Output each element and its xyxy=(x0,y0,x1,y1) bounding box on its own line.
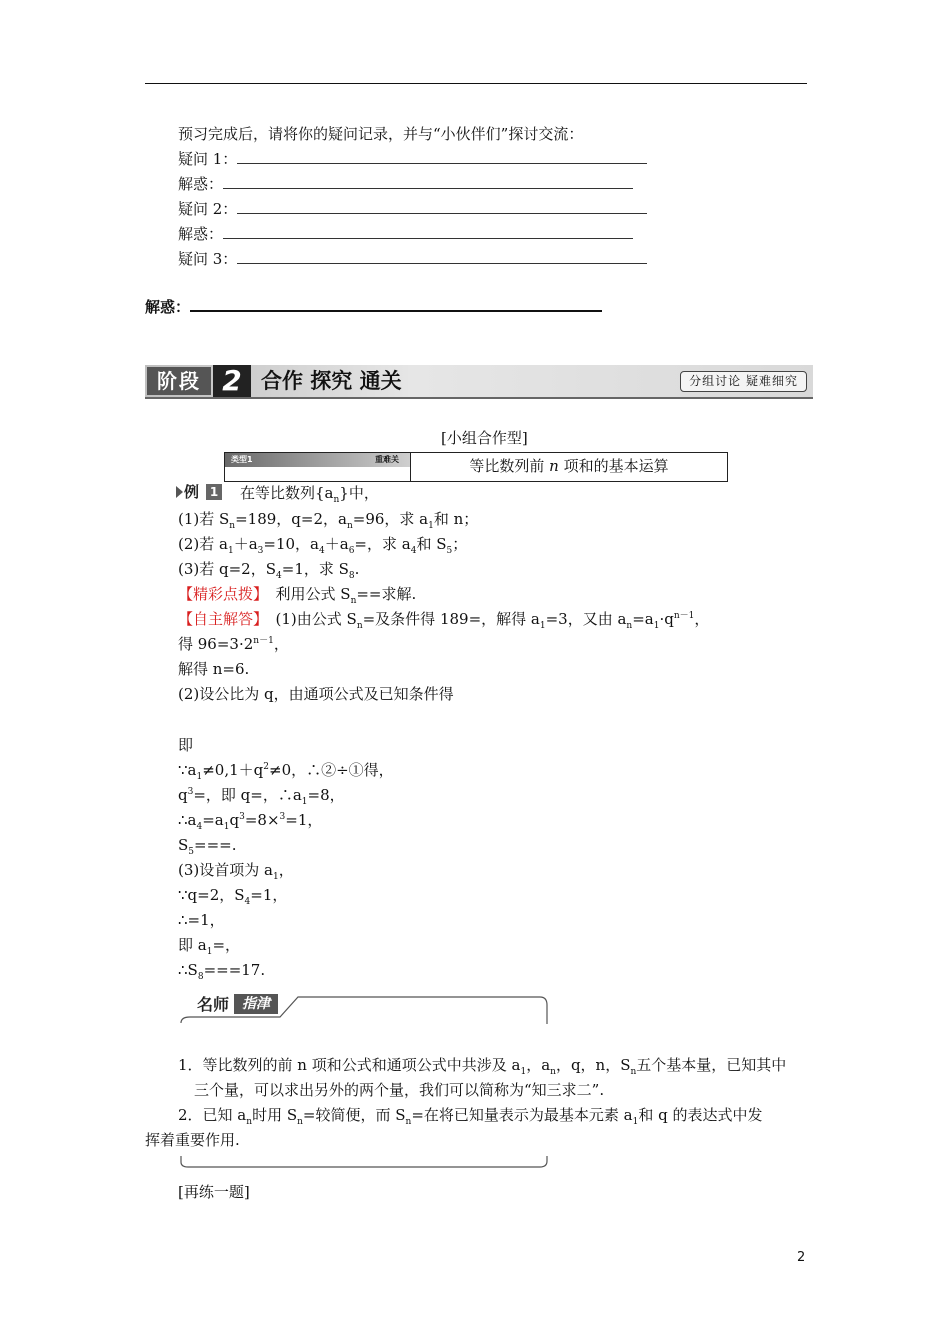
solution-line-14 xyxy=(178,960,265,980)
s11b: =1， xyxy=(250,886,288,904)
practice-heading: [再练一题] xyxy=(178,1183,250,1201)
s8d: =8× xyxy=(244,811,280,829)
s6a: ∵a xyxy=(178,761,197,779)
answer-bold-label: 解惑： xyxy=(145,298,191,316)
example-arrow-icon xyxy=(176,486,183,498)
t2-sub-n3: n xyxy=(405,1117,412,1127)
s1-sub-n2: n xyxy=(626,621,633,631)
question-2 xyxy=(178,199,647,219)
p1d: 和 n； xyxy=(433,510,479,528)
s14b: ===17. xyxy=(203,961,266,979)
s9a: S xyxy=(178,836,189,854)
p2-sub-5: 5 xyxy=(446,546,453,556)
s8c: q xyxy=(229,811,240,829)
s8-sup-3b: 3 xyxy=(279,812,286,822)
answer-2-label: 解惑： xyxy=(178,225,224,243)
problem-part-2 xyxy=(178,534,467,554)
s6-sup-2: 2 xyxy=(263,762,269,772)
t1b: ，a xyxy=(526,1056,551,1074)
t2-sub-n: n xyxy=(246,1117,253,1127)
t2c: =较简便，而 S xyxy=(302,1106,406,1124)
p1-sub-n2: n xyxy=(346,521,353,531)
question-3-blank[interactable] xyxy=(237,249,647,264)
p2b: ＋a xyxy=(233,535,258,553)
page-number: 2 xyxy=(797,1250,806,1265)
type-title-n: n xyxy=(549,457,559,475)
p2f: 和 S xyxy=(416,535,447,553)
solution-line-8 xyxy=(178,810,322,830)
t2-sub-n2: n xyxy=(297,1117,303,1127)
s9-sub-5: 5 xyxy=(188,847,195,857)
example-number: 1 xyxy=(206,484,222,500)
type-box xyxy=(224,452,728,482)
s11a: ∵q=2，S xyxy=(178,886,245,904)
hint-label: 【精彩点拨】 xyxy=(178,585,261,603)
p1b: =189，q=2，a xyxy=(235,510,347,528)
p2-sub-4: 4 xyxy=(319,546,325,556)
p2-sub-1: 1 xyxy=(227,546,234,556)
teacher-tips-bottom-frame xyxy=(180,1155,548,1169)
problem-part-1 xyxy=(178,509,478,529)
s11-sub-4: 4 xyxy=(244,897,251,907)
hint-b: ==求解. xyxy=(356,585,417,603)
group-type-heading: [小组合作型] xyxy=(441,429,528,447)
s8-sup-3: 3 xyxy=(239,812,245,822)
s13a: 即 a xyxy=(178,936,207,954)
stage-label: 阶段 xyxy=(147,367,211,395)
s7-sup-3: 3 xyxy=(187,787,194,797)
teacher-tips-tag: 指津 xyxy=(234,994,278,1014)
answer-1 xyxy=(178,174,633,194)
question-1-blank[interactable] xyxy=(237,149,647,164)
s1a: (1)由公式 S xyxy=(260,610,357,628)
hint-line xyxy=(178,584,416,604)
p3b: =1，求 S xyxy=(281,560,349,578)
p2-sub-6: 6 xyxy=(348,546,355,556)
stage-number: 2 xyxy=(213,365,251,397)
s13-sub-1: 1 xyxy=(206,947,213,957)
t1-sub-n: n xyxy=(550,1067,556,1077)
question-2-blank[interactable] xyxy=(237,199,647,214)
solution-line-1: 【自主解答】 (1)由公式 $S_n=$及条件得 189=，解得 $a_1=3$，又由 $a_n=a_1\cdot q^{n-1}$， xyxy=(178,610,710,631)
answer-2 xyxy=(178,224,633,244)
type-title-a: 等比数列前 xyxy=(469,457,550,475)
preview-intro: 预习完成后，请将你的疑问记录，并与“小伙伴们”探讨交流： xyxy=(178,125,584,143)
type-left-tag: 重难关 xyxy=(375,455,399,464)
s1-sup: n－1 xyxy=(673,611,695,621)
problem-part-3 xyxy=(178,559,359,579)
tip-2-line-2: 挥着重要作用. xyxy=(145,1131,240,1149)
stage-tag: 分组讨论 疑难细究 xyxy=(680,371,807,392)
p2d: ＋a xyxy=(324,535,349,553)
s6-sub-1: 1 xyxy=(196,772,203,782)
p1-sub-1: 1 xyxy=(428,521,434,531)
p2a: (2)若 a xyxy=(178,535,228,553)
s13b: =， xyxy=(212,936,241,954)
t1a: 1．等比数列的前 n 项和公式和通项公式中共涉及 a xyxy=(178,1056,521,1074)
example-intro xyxy=(240,483,379,503)
type-left-label: 类型1 xyxy=(231,455,253,464)
t2-sub-1: 1 xyxy=(632,1117,639,1127)
question-3 xyxy=(178,249,647,269)
example-intro-end: }中， xyxy=(339,484,379,502)
s10a: (3)设首项为 a xyxy=(178,861,273,879)
s1-sub-1: 1 xyxy=(539,621,546,631)
s1-sub-1b: 1 xyxy=(653,621,660,631)
s6c: ≠0，∴②÷①得， xyxy=(269,761,394,779)
stage-banner xyxy=(145,365,813,397)
solution-line-3: 解得 n=6. xyxy=(178,660,250,678)
s7-sub-1: 1 xyxy=(301,797,308,807)
s14-sub-8: 8 xyxy=(197,972,204,982)
p2e: =，求 a xyxy=(354,535,411,553)
teacher-tips-label: 名师 xyxy=(197,995,230,1014)
s8-sub-4: 4 xyxy=(196,822,203,832)
p3c: . xyxy=(354,560,360,578)
hint-sub-n: n xyxy=(350,596,357,606)
answer-2-blank[interactable] xyxy=(223,224,633,239)
s8b: =a xyxy=(202,811,224,829)
example-intro-a: 在等比数列{a xyxy=(240,484,334,502)
s6b: ≠0,1＋q xyxy=(202,761,264,779)
solution-line-11 xyxy=(178,885,287,905)
t1c: ，q，n，S xyxy=(555,1056,631,1074)
s1c: =3，又由 a xyxy=(545,610,627,628)
p3-sub-8: 8 xyxy=(348,571,355,581)
type-left-bar xyxy=(225,453,410,467)
tip-1-line-2: 三个量，可以求出另外的两个量，我们可以简称为“知三求二”. xyxy=(194,1081,605,1099)
t2a: 2．已知 a xyxy=(178,1106,247,1124)
p2g: ； xyxy=(452,535,468,553)
solve-label: 【自主解答】 xyxy=(178,610,261,628)
t1d: 五个基本量，已知其中 xyxy=(636,1056,787,1074)
solution-line-7 xyxy=(178,785,345,805)
solution-line-13 xyxy=(178,935,240,955)
p2-sub-3: 3 xyxy=(257,546,264,556)
s9b: ===. xyxy=(194,836,237,854)
example-word: 例 xyxy=(184,483,200,501)
answer-bold-blank[interactable] xyxy=(190,296,602,312)
s2-sup: n－1 xyxy=(253,636,274,646)
solution-line-4: (2)设公比为 q，由通项公式及已知条件得 xyxy=(178,685,454,703)
tip-1-line-1 xyxy=(178,1055,786,1075)
t1-sub-1: 1 xyxy=(520,1067,527,1077)
question-1-label: 疑问 1： xyxy=(178,150,238,168)
s10b: ， xyxy=(278,861,294,879)
s10-sub-1: 1 xyxy=(272,872,279,882)
stage-title: 合作 探究 通关 xyxy=(261,369,402,393)
question-1 xyxy=(178,149,647,169)
s1b: =及条件得 189=，解得 a xyxy=(362,610,540,628)
s1d: =a xyxy=(632,610,654,628)
solution-line-9 xyxy=(178,835,237,855)
answer-1-label: 解惑： xyxy=(178,175,224,193)
s1e: ·q xyxy=(659,610,674,628)
solution-line-6 xyxy=(178,760,394,780)
p2-sub-4b: 4 xyxy=(410,546,417,556)
type-title xyxy=(411,453,727,481)
answer-bold xyxy=(145,296,602,317)
solution-line-5: 即 xyxy=(178,736,194,754)
solution-line-2: 得 $96=3\cdot 2^{n-1}$， xyxy=(178,635,289,653)
s7c: =8， xyxy=(307,786,345,804)
t1-sub-n2: n xyxy=(630,1067,637,1077)
p3-sub-4: 4 xyxy=(276,571,282,581)
example-badge xyxy=(176,483,228,501)
question-3-label: 疑问 3： xyxy=(178,250,238,268)
s14a: ∴S xyxy=(178,961,198,979)
s7b: =，即 q=，∴a xyxy=(193,786,302,804)
p3a: (3)若 q=2，S xyxy=(178,560,277,578)
answer-1-blank[interactable] xyxy=(223,174,633,189)
s8-sub-1: 1 xyxy=(223,822,230,832)
solution-line-10 xyxy=(178,860,294,880)
solution-line-12: ∴=1， xyxy=(178,911,225,929)
top-rule xyxy=(145,83,807,84)
question-2-label: 疑问 2： xyxy=(178,200,238,218)
hint-a: 利用公式 S xyxy=(260,585,351,603)
t2b: 时用 S xyxy=(252,1106,298,1124)
s8e: =1， xyxy=(285,811,323,829)
p1a: (1)若 S xyxy=(178,510,230,528)
s7a: q xyxy=(178,786,188,804)
p1-sub-n: n xyxy=(229,521,236,531)
example-intro-sub: n xyxy=(333,495,340,505)
s2a: 得 96=3·2 xyxy=(178,635,254,653)
t2d: =在将已知量表示为最基本元素 a xyxy=(411,1106,633,1124)
p2c: =10，a xyxy=(263,535,319,553)
t2e: 和 q 的表达式中发 xyxy=(638,1106,763,1124)
type-title-b: 项和的基本运算 xyxy=(558,457,669,475)
p1c: =96，求 a xyxy=(352,510,429,528)
s1-sub-n: n xyxy=(356,621,363,631)
tip-2-line-1 xyxy=(178,1105,762,1125)
s8a: ∴a xyxy=(178,811,197,829)
teacher-tips-header xyxy=(180,993,548,1023)
